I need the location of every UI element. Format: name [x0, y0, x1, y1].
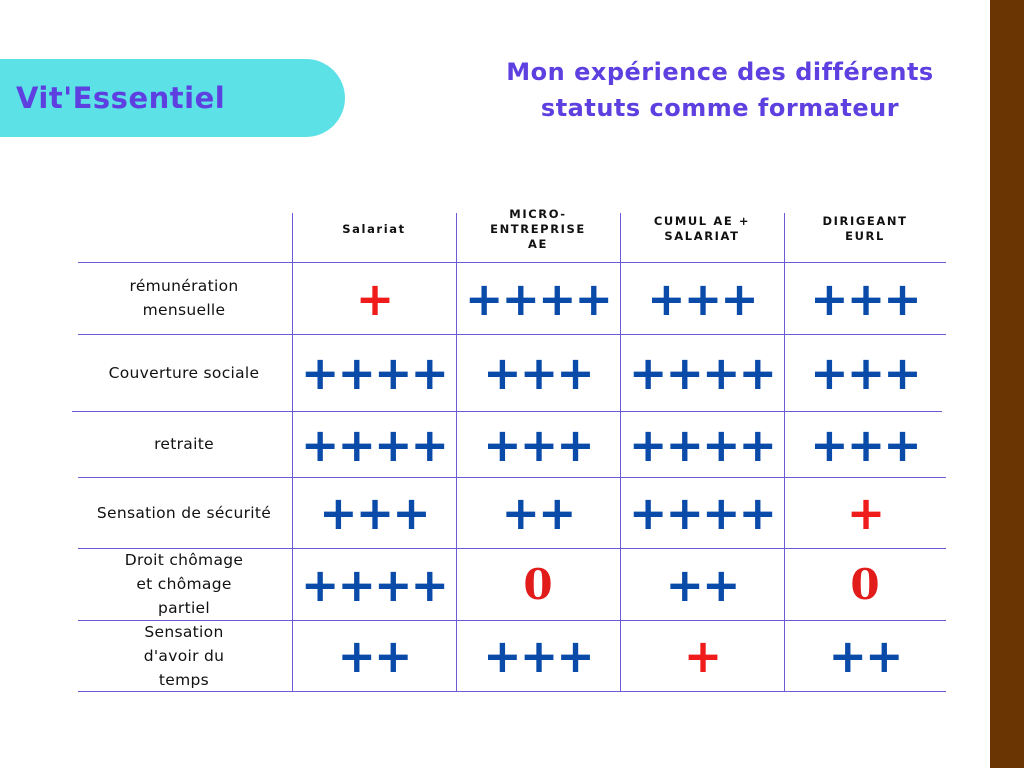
row-label: Droit chômage et chômage partiel	[124, 551, 244, 617]
rating-cell: +++	[483, 417, 593, 472]
brand-name: Vit'Essentiel	[16, 81, 226, 115]
page-title-line-2: statuts comme formateur	[540, 94, 900, 122]
rating-cell: ++++	[464, 271, 612, 326]
rating-cell: ++++	[628, 486, 776, 540]
rating-cell: +++	[810, 346, 920, 400]
rating-cell: ++++	[300, 557, 448, 612]
rating-cell: +++	[810, 271, 920, 326]
row-label: Sensation d'avoir du temps	[143, 622, 225, 689]
rating-cell: +++	[810, 417, 920, 472]
rating-cell: +++	[483, 629, 593, 683]
rating-cell: ++	[337, 629, 411, 683]
rating-cell: +++	[647, 271, 757, 326]
rating-cell: 0	[850, 559, 880, 609]
rating-cell: ++++	[300, 346, 448, 400]
rating-cell: ++	[665, 557, 739, 612]
rating-cell: ++++	[628, 417, 776, 472]
rating-cell: +++	[483, 346, 593, 400]
column-header: CUMUL AE + SALARIAT	[653, 214, 751, 243]
page-title-line-1: Mon expérience des différents	[506, 58, 934, 86]
rating-cell: +++	[319, 486, 429, 540]
row-label: Sensation de sécurité	[96, 503, 272, 522]
rating-cell: +	[683, 629, 721, 683]
column-header: MICRO- ENTREPRISE AE	[490, 206, 586, 251]
rating-cell: ++++	[300, 417, 448, 472]
row-label: retraite	[154, 435, 214, 453]
rating-cell: ++++	[628, 346, 776, 400]
rating-cell: 0	[523, 559, 553, 609]
rating-cell: ++	[501, 486, 575, 540]
rating-cell: +	[846, 486, 884, 540]
rating-cell: +	[355, 271, 393, 326]
column-header: Salariat	[342, 221, 406, 236]
rating-cell: ++	[828, 629, 902, 683]
row-label: Couverture sociale	[108, 363, 260, 382]
column-header: DIRIGEANT EURL	[822, 214, 908, 243]
row-label: rémunération mensuelle	[129, 277, 239, 319]
